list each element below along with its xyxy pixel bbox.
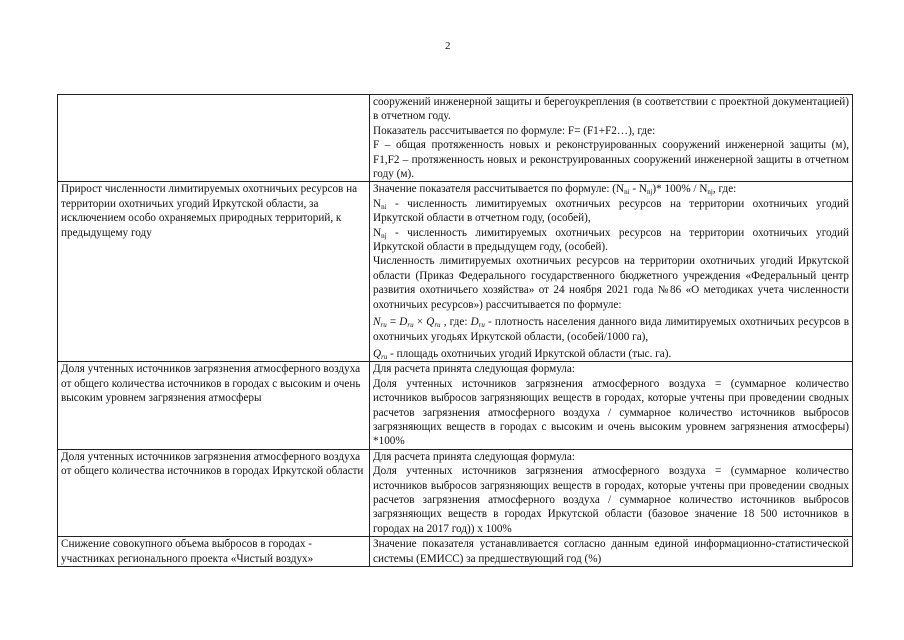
method-paragraph: Доля учтенных источников загрязнения атмосферного воздуха = (суммарное количество источников выбросов загрязняющих веществ в городах, которые учтены при проведении сводных расчетов загрязнения атмосферного воздуха / суммарное количество источников выбросов загрязняющих веществ в городах Иркутской области (базовое значение 18 500 источников в городах на 2017 год)) х 100% — [373, 465, 849, 535]
method-paragraph: сооружений инженерной защиты и берегоукрепления (в соответствии с проектной документацией) в отчетном году. — [373, 96, 849, 123]
method-paragraph: Доля учтенных источников загрязнения атмосферного воздуха = (суммарное количество источников выбросов загрязняющих веществ в городах, которые учтены при проведении сводных расчетов загрязнения атмосферного воздуха / суммарное количество источников выбросов загрязняющих веществ в городах с высоким и очень высоким уровнем загрязнения атмосферы) *100% — [373, 377, 849, 448]
page-number: 2 — [445, 40, 451, 52]
table-row — [58, 362, 853, 449]
table-row — [58, 182, 853, 362]
method-paragraph: Показатель рассчитывается по формуле: F= (F1+F2…), где: — [373, 124, 656, 137]
formula-paragraph: Значение показателя рассчитывается по формуле: $(N_{ni} - N_{nj})*$ $100\% / N_{nj}$, где: — [373, 183, 737, 197]
indicator-name-cell — [58, 95, 370, 182]
variable-definition: $N_{nj}$ - численность лимитируемых охотничьих ресурсов на территории охотничьих угодий Иркутской области в предыдущем году, (особей). — [373, 226, 849, 254]
method-paragraph: Для расчета принята следующая формула: — [373, 363, 575, 376]
indicator-name-cell: Доля учтенных источников загрязнения атмосферного воздуха от общего количества источников в городах Иркутской области — [58, 449, 370, 536]
table-row — [58, 449, 853, 536]
table-row — [58, 95, 853, 182]
indicator-name-cell: Снижение совокупного объема выбросов в городах - участниках регионального проекта «Чистый воздух» — [58, 537, 370, 567]
indicator-method-cell — [370, 362, 853, 449]
indicator-method-cell — [370, 95, 853, 182]
variable-definition: $N_{ni}$ - численность лимитируемых охотничьих ресурсов на территории охотничьих угодий Иркутской области в отчетном году, (особей), — [373, 197, 849, 225]
indicator-method-cell — [370, 449, 853, 536]
indicator-method-cell — [370, 182, 853, 362]
method-paragraph: Для расчета принята следующая формула: — [373, 450, 575, 463]
method-paragraph: F – общая протяженность новых и реконструированных сооружений инженерной защиты (м), F1,F2 – протяженность новых и реконструированных сооружений инженерной защиты в отчетном году (м). — [373, 139, 849, 181]
indicator-name-cell: Доля учтенных источников загрязнения атмосферного воздуха от общего количества источников в городах с высоким и очень высоким уровнем загрязнения атмосферы — [58, 362, 370, 449]
indicator-method-cell — [370, 537, 853, 567]
method-paragraph: Значение показателя устанавливается согласно данным единой информационно-статистической системы (ЕМИСС) за предшествующий год (%) — [373, 538, 849, 565]
indicator-name-cell: Прирост численности лимитируемых охотничьих ресурсов на территории охотничьих угодий Иркутской области, за исключением особо охраняемых природных территорий, к предыдущему году — [58, 182, 370, 362]
density-formula: $N_{ru} = D_{ru} \times Q_{ru}$ , где: $D_{ru}$ - плотность населения данного вида лимитируемых охотничьих ресурсов в охотничьих угодьях Иркутской области, (особей/1000 га), — [373, 316, 850, 343]
method-paragraph: Численность лимитируемых охотничьих ресурсов на территории охотничьих угодий Иркутской области (Приказ Федерального государственного бюджетного учреждения «Федеральный центр развития охотничьего хозяйства» от 24 ноября 2021 года №86 «О методиках учета численности охотничьих ресурсов») рассчитывается по формуле: — [373, 255, 849, 311]
table-row — [58, 537, 853, 567]
indicator-table — [57, 94, 853, 567]
area-definition: $Q_{ru}$ - площадь охотничьих угодий Иркутской области (тыс. га). — [373, 347, 672, 361]
